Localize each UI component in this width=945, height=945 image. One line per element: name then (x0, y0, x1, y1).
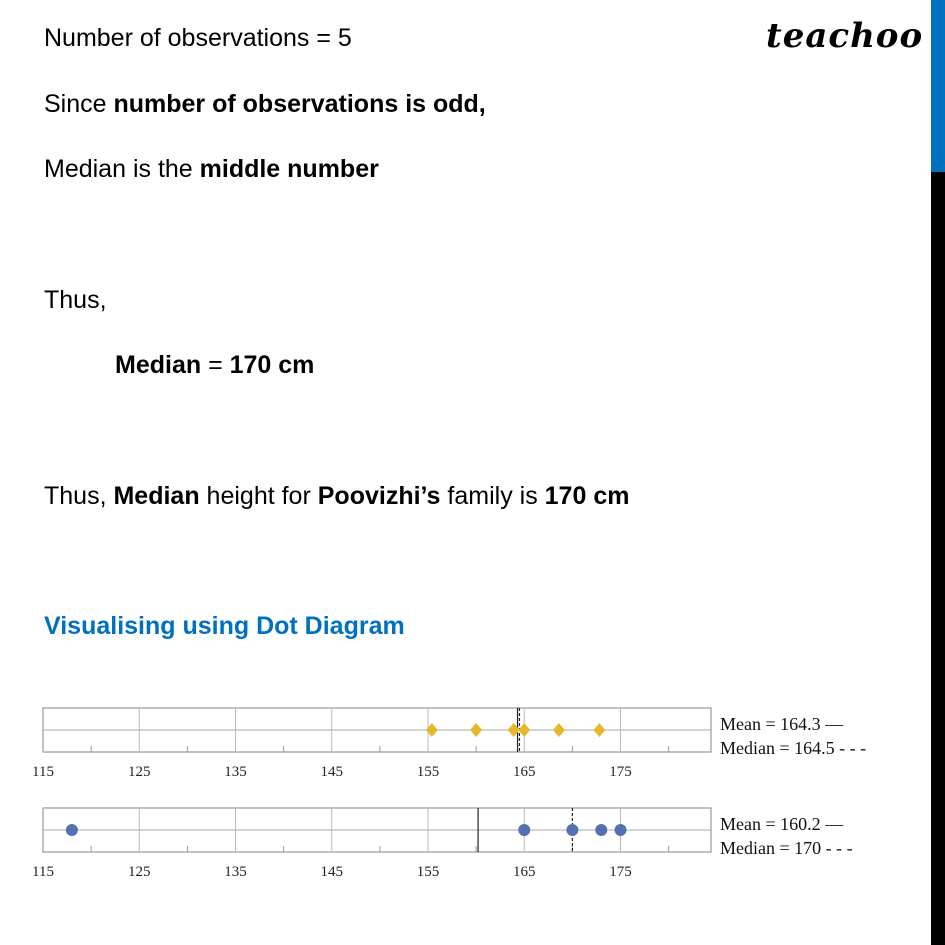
data-point-dot (595, 824, 607, 836)
tick-label: 145 (320, 864, 344, 880)
observations-line: Number of observations = 5 (44, 24, 352, 52)
data-point-dot (518, 824, 530, 836)
data-point-dot (566, 824, 578, 836)
text: Since (44, 90, 114, 118)
side-bar-accent (931, 0, 945, 172)
tick-label: 175 (609, 864, 632, 880)
bold-text: middle number (199, 155, 379, 183)
bold-text: Poovizhi’s (317, 482, 441, 510)
dot-diagram (0, 690, 930, 890)
teachoo-logo: teachoo (766, 16, 924, 56)
bold-text: 170 cm (229, 351, 315, 379)
text: Median is the (44, 155, 200, 183)
bold-text: 170 cm (544, 482, 630, 510)
thus-line: Thus, (44, 286, 107, 314)
data-point-dot (615, 824, 627, 836)
middle-line (44, 155, 379, 184)
text: family is (440, 482, 545, 510)
side-bar (931, 172, 945, 945)
tick-label: 165 (513, 864, 536, 880)
tick-label: 155 (416, 864, 440, 880)
conclusion-line (44, 482, 629, 511)
median-equation (115, 351, 314, 380)
tick-label: 115 (32, 764, 54, 780)
text: height for (199, 482, 318, 510)
section-heading: Visualising using Dot Diagram (44, 612, 405, 640)
tick-label: 135 (224, 864, 247, 880)
tick-label: 155 (416, 764, 440, 780)
tick-label: 115 (32, 864, 54, 880)
bold-text: number of observations is odd, (113, 90, 486, 118)
bold-text: Median (115, 351, 202, 379)
median-legend: Median = 170 - - - (720, 838, 853, 858)
median-legend: Median = 164.5 - - - (720, 738, 867, 758)
tick-label: 125 (128, 864, 151, 880)
tick-label: 145 (320, 764, 344, 780)
bold-text: Median (113, 482, 200, 510)
mean-legend: Mean = 164.3 — (720, 714, 844, 734)
tick-label: 125 (128, 764, 151, 780)
mean-legend: Mean = 160.2 — (720, 814, 844, 834)
odd-line (44, 90, 486, 119)
text: Thus, (44, 482, 114, 510)
tick-label: 175 (609, 764, 632, 780)
tick-label: 165 (513, 764, 536, 780)
text: = (201, 351, 230, 379)
tick-label: 135 (224, 764, 247, 780)
data-point-dot (66, 824, 78, 836)
